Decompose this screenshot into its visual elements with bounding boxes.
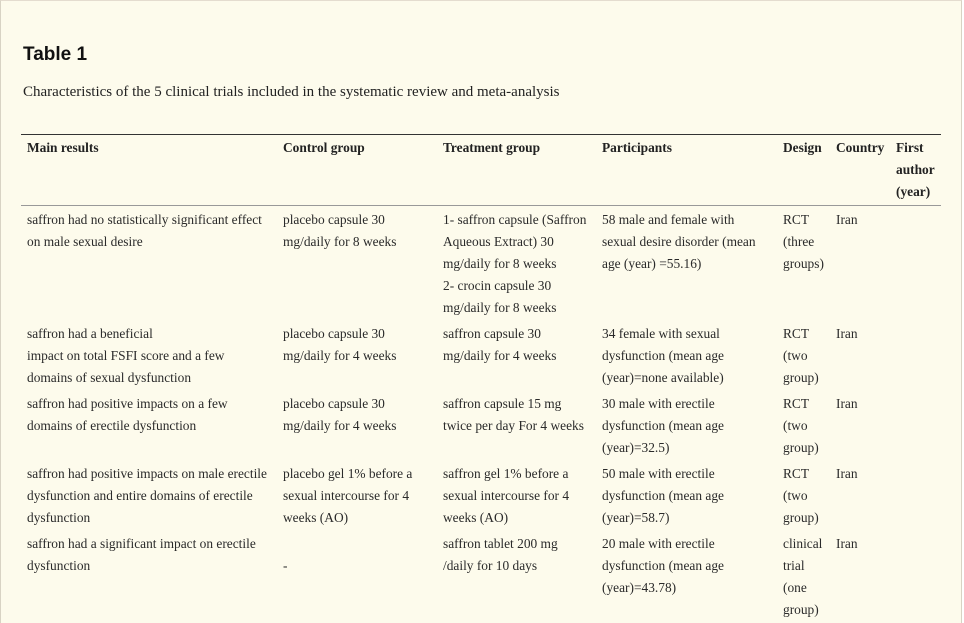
main-results-cell: saffron had no statistically significant effect on male sexual desire	[27, 212, 262, 249]
table-row	[21, 461, 941, 531]
design-cell: RCT (three groups)	[783, 212, 824, 271]
control-group-dash: -	[283, 558, 288, 573]
table-row	[21, 531, 941, 623]
header-participants: Participants	[602, 140, 672, 155]
country-cell: Iran	[836, 212, 858, 227]
treatment-item-2: 2- crocin capsule 30 mg/daily for 8 weeks	[443, 278, 557, 315]
country-cell: Iran	[836, 326, 858, 341]
trials-table	[21, 134, 941, 623]
header-first-author: First author (year)	[896, 140, 935, 199]
first-author-cell	[890, 391, 941, 461]
control-group-cell	[277, 531, 437, 623]
participants-cell: 30 male with erectile dysfunction (mean age (year)=32.5)	[602, 396, 724, 455]
first-author-cell	[890, 531, 941, 623]
country-cell: Iran	[836, 466, 858, 481]
main-results-cell: saffron had positive impacts on a few domains of erectile dysfunction	[27, 396, 228, 433]
treatment-group-cell: saffron gel 1% before a sexual intercourse for 4 weeks (AO)	[443, 466, 570, 525]
treatment-group-cell	[437, 206, 596, 322]
main-results-line-2: impact on total FSFI score and a few domains of sexual dysfunction	[27, 348, 225, 385]
treatment-group-cell: saffron tablet 200 mg /daily for 10 days	[443, 536, 558, 573]
treatment-item-1: 1- saffron capsule (Saffron Aqueous Extract) 30 mg/daily for 8 weeks	[443, 212, 587, 271]
participants-cell: 20 male with erectile dysfunction (mean age (year)=43.78)	[602, 536, 724, 595]
treatment-group-cell: saffron capsule 15 mg twice per day For 4 weeks	[443, 396, 584, 433]
participants-cell: 34 female with sexual dysfunction (mean age (year)=none available)	[602, 326, 724, 385]
header-treatment-group: Treatment group	[443, 140, 541, 155]
table-row	[21, 391, 941, 461]
first-author-cell	[890, 206, 941, 322]
first-author-cell	[890, 461, 941, 531]
participants-cell: 58 male and female with sexual desire disorder (mean age (year) =55.16)	[602, 212, 756, 271]
control-group-cell: placebo capsule 30 mg/daily for 8 weeks	[283, 212, 397, 249]
header-main-results: Main results	[27, 140, 99, 155]
control-group-cell: placebo capsule 30 mg/daily for 4 weeks	[283, 396, 397, 433]
design-cell: RCT (two group)	[783, 326, 819, 385]
design-cell: clinical trial (one group)	[783, 536, 823, 617]
participants-cell: 50 male with erectile dysfunction (mean age (year)=58.7)	[602, 466, 724, 525]
design-cell: RCT (two group)	[783, 466, 819, 525]
header-design: Design	[783, 140, 822, 155]
table-caption: Characteristics of the 5 clinical trials included in the systematic review and meta-analysis	[23, 84, 560, 100]
main-results-cell: saffron had a significant impact on erectile dysfunction	[27, 536, 256, 573]
country-cell: Iran	[836, 396, 858, 411]
control-group-cell: placebo gel 1% before a sexual intercourse for 4 weeks (AO)	[283, 466, 413, 525]
header-row	[21, 135, 941, 206]
table-row	[21, 321, 941, 391]
country-cell: Iran	[836, 536, 858, 551]
header-country: Country	[836, 140, 885, 155]
table-title: Table 1	[23, 44, 88, 65]
treatment-group-cell: saffron capsule 30 mg/daily for 4 weeks	[443, 326, 557, 363]
design-cell: RCT (two group)	[783, 396, 819, 455]
control-group-cell: placebo capsule 30 mg/daily for 4 weeks	[283, 326, 397, 363]
main-results-cell	[21, 321, 277, 391]
main-results-line-1: saffron had a beneficial	[27, 326, 153, 341]
header-control-group: Control group	[283, 140, 365, 155]
first-author-cell	[890, 321, 941, 391]
table-row	[21, 206, 941, 322]
main-results-cell: saffron had positive impacts on male erectile dysfunction and entire domains of erectile dysfunction	[27, 466, 267, 525]
